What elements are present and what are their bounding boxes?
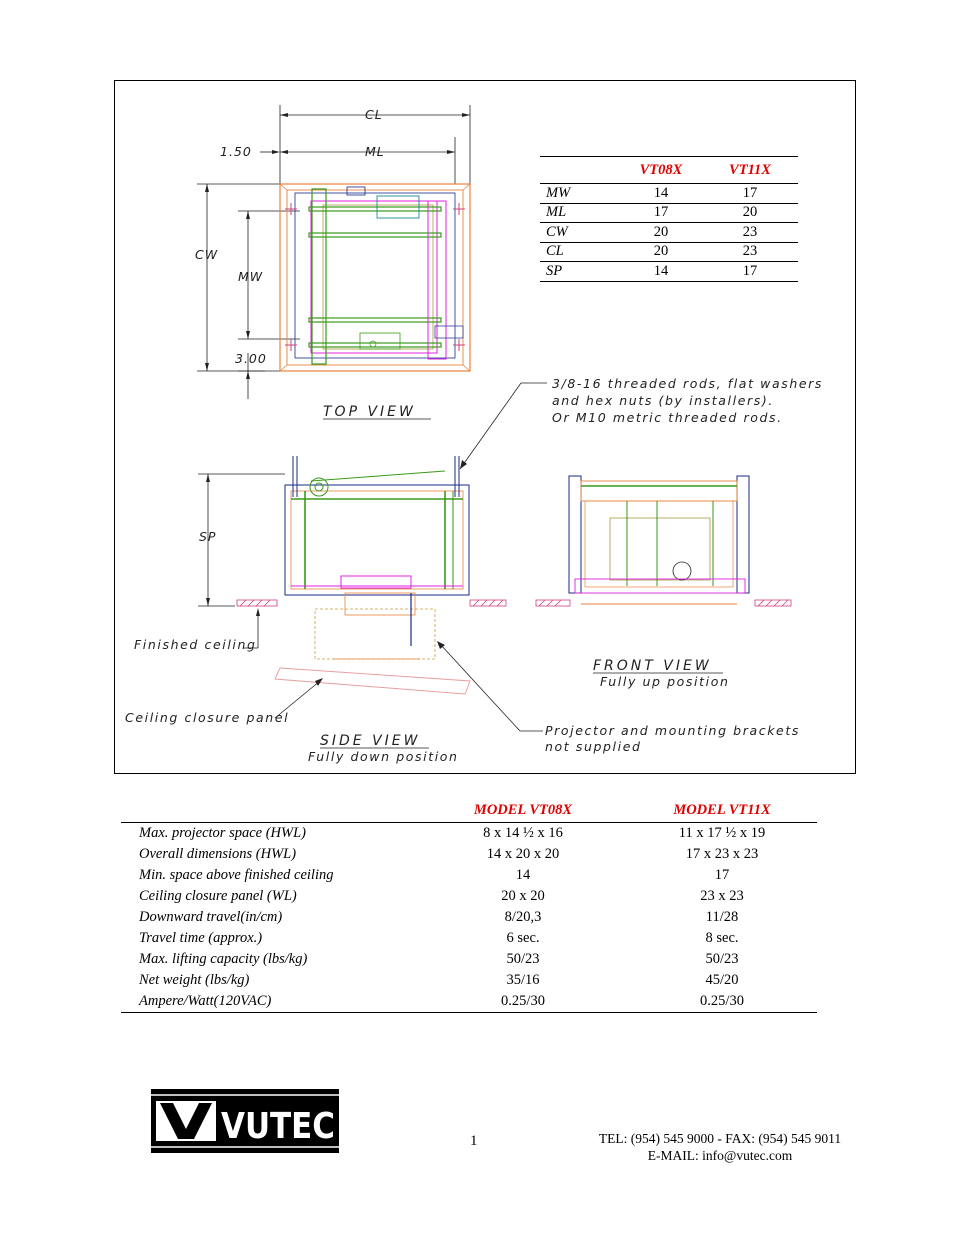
offset-300-label: 3.00 xyxy=(235,351,267,366)
table-row: Max. projector space (HWL) 8 x 14 ½ x 16 11 x 17 ½ x 19 xyxy=(139,825,766,841)
header-vt11x: VT11X xyxy=(729,161,771,178)
vutec-logo xyxy=(151,1089,339,1153)
specifications-table xyxy=(121,798,817,1013)
closure-panel-label: Ceiling closure panel xyxy=(125,710,290,725)
logo-text: VUTEC xyxy=(221,1106,335,1147)
page-number: 1 xyxy=(470,1133,478,1149)
contact-info xyxy=(580,1130,860,1164)
rods-note-line3: Or M10 metric threaded rods. xyxy=(552,410,783,425)
side-view-drawing xyxy=(125,456,506,764)
finished-ceiling-label: Finished ceiling xyxy=(134,637,257,652)
table-row: Ceiling closure panel (WL) 20 x 20 23 x 23 xyxy=(139,888,744,904)
specifications-header xyxy=(121,798,817,823)
front-view-label: FRONT VIEW xyxy=(593,658,712,674)
front-view-drawing xyxy=(536,476,791,689)
mw-label: MW xyxy=(238,269,264,284)
projector-note-line2: not supplied xyxy=(545,739,642,754)
side-view-label: SIDE VIEW xyxy=(320,733,421,749)
top-view-label: TOP VIEW xyxy=(323,404,416,420)
tel-fax: TEL: (954) 545 9000 - FAX: (954) 545 9011 xyxy=(598,1131,842,1146)
table-row: MW 14 17 xyxy=(540,184,798,204)
dimension-table-header xyxy=(540,156,798,184)
rods-note-line1: 3/8-16 threaded rods, flat washers xyxy=(552,376,824,391)
table-row: Min. space above finished ceiling 14 17 xyxy=(139,867,730,883)
table-row: CL 20 23 xyxy=(540,243,798,263)
header-model-vt11x: MODEL VT11X xyxy=(673,801,771,818)
side-view-sublabel: Fully down position xyxy=(308,749,459,764)
top-view-drawing xyxy=(195,105,470,420)
email: E-MAIL: info@vutec.com xyxy=(647,1148,793,1163)
projector-note-line1: Projector and mounting brackets xyxy=(545,723,800,738)
table-row: Max. lifting capacity (lbs/kg) 50/23 50/23 xyxy=(139,951,739,967)
table-row: CW 20 23 xyxy=(540,223,798,243)
front-view-sublabel: Fully up position xyxy=(600,674,730,689)
table-row: Overall dimensions (HWL) 14 x 20 x 20 17 x 23 x 23 xyxy=(139,846,759,862)
table-row: Net weight (lbs/kg) 35/16 45/20 xyxy=(139,972,739,988)
cw-label: CW xyxy=(195,247,219,262)
rods-note-line2: and hex nuts (by installers). xyxy=(552,393,774,408)
header-vt08x: VT08X xyxy=(639,161,683,178)
table-row: Ampere/Watt(120VAC) 0.25/30 0.25/30 xyxy=(121,991,817,1013)
cl-label: CL xyxy=(365,107,383,122)
table-row: Downward travel(in/cm) 8/20,3 11/28 xyxy=(139,909,739,925)
table-row: Travel time (approx.) 6 sec. 8 sec. xyxy=(139,930,739,946)
ml-label: ML xyxy=(365,144,385,159)
header-model-vt08x: MODEL VT08X xyxy=(473,801,573,818)
offset-150-label: 1.50 xyxy=(220,144,252,159)
table-row: SP 14 17 xyxy=(540,262,798,282)
table-row: ML 17 20 xyxy=(540,204,798,224)
drawing-frame xyxy=(114,80,856,774)
dimension-table xyxy=(540,156,798,282)
sp-label: SP xyxy=(199,529,217,544)
